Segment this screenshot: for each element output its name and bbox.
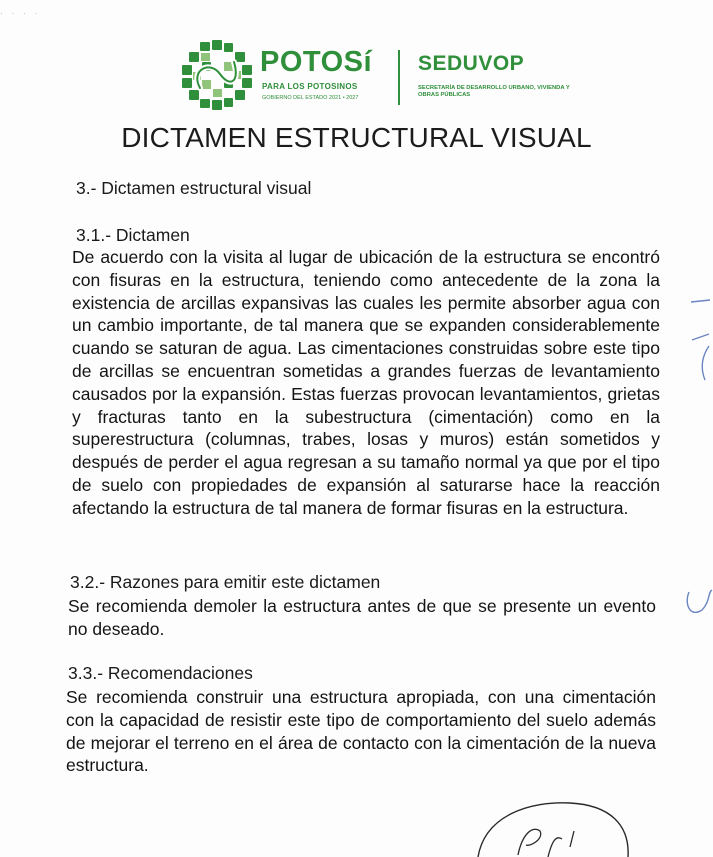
section-3-2-body: Se recomienda demoler la estructura antes de que se presente un evento no deseado. xyxy=(68,596,656,639)
section-3-3-heading: 3.3.- Recomendaciones xyxy=(68,663,253,683)
potosi-logo-government: GOBIERNO DEL ESTADO 2021 • 2027 xyxy=(262,95,359,101)
potosi-emblem-icon xyxy=(180,40,254,110)
section-3-2-heading: 3.2.- Razones para emitir este dictamen xyxy=(70,572,381,592)
pen-mark-margin xyxy=(688,296,713,386)
document-title: DICTAMEN ESTRUCTURAL VISUAL xyxy=(121,122,592,153)
potosi-logo-subtitle: PARA LOS POTOSINOS xyxy=(262,82,358,91)
logo-divider xyxy=(398,50,400,105)
pen-mark-margin-2 xyxy=(684,588,713,624)
signature-mark xyxy=(470,795,670,857)
section-3-heading: 3.- Dictamen estructural visual xyxy=(76,178,312,198)
section-3-1-body: De acuerdo con la visita al lugar de ubicación de la estructura se encontró con fisuras en la estructura, teniendo como antecedente de la zona la existencia de arcillas expansivas las cuales les permite absorber agua con un cambio importante, de tal manera que se expanden considerablemente cuando se saturan de agua. Las cimentaciones construidas sobre este tipo de arcillas se encuentran sometidas a grandes fuerzas de levantamiento causados por la expansión. Estas fuerzas provocan levantamientos, grietas y fracturas tanto en la subestructura (cimentación) como en la superestructura (columnas, trabes, losas y muros) están sometidos y después de perder el agua regresan a su tamaño normal ya que por el tipo de suelo con propiedades de expansión al saturarse hace la reacción afectando la estructura de tal manera de formar fisuras en la estructura. xyxy=(72,247,660,518)
scan-artifact: · · · · xyxy=(0,8,41,18)
potosi-logo-title: POTOSí xyxy=(260,46,373,78)
seduvop-logo-subtitle: SECRETARÍA DE DESARROLLO URBANO, VIVIENDA Y OBRAS PÚBLICAS xyxy=(418,85,570,98)
header-logos xyxy=(180,40,580,110)
section-3-1-heading: 3.1.- Dictamen xyxy=(76,225,190,245)
section-3-3-body: Se recomienda construir una estructura apropiada, con una cimentación con la capacidad de resistir este tipo de comportamiento del suelo además de mejorar el terreno en el área de contacto con la cimentación de la nueva estructura. xyxy=(66,687,656,776)
seduvop-logo-title: SEDUVOP xyxy=(418,52,525,75)
